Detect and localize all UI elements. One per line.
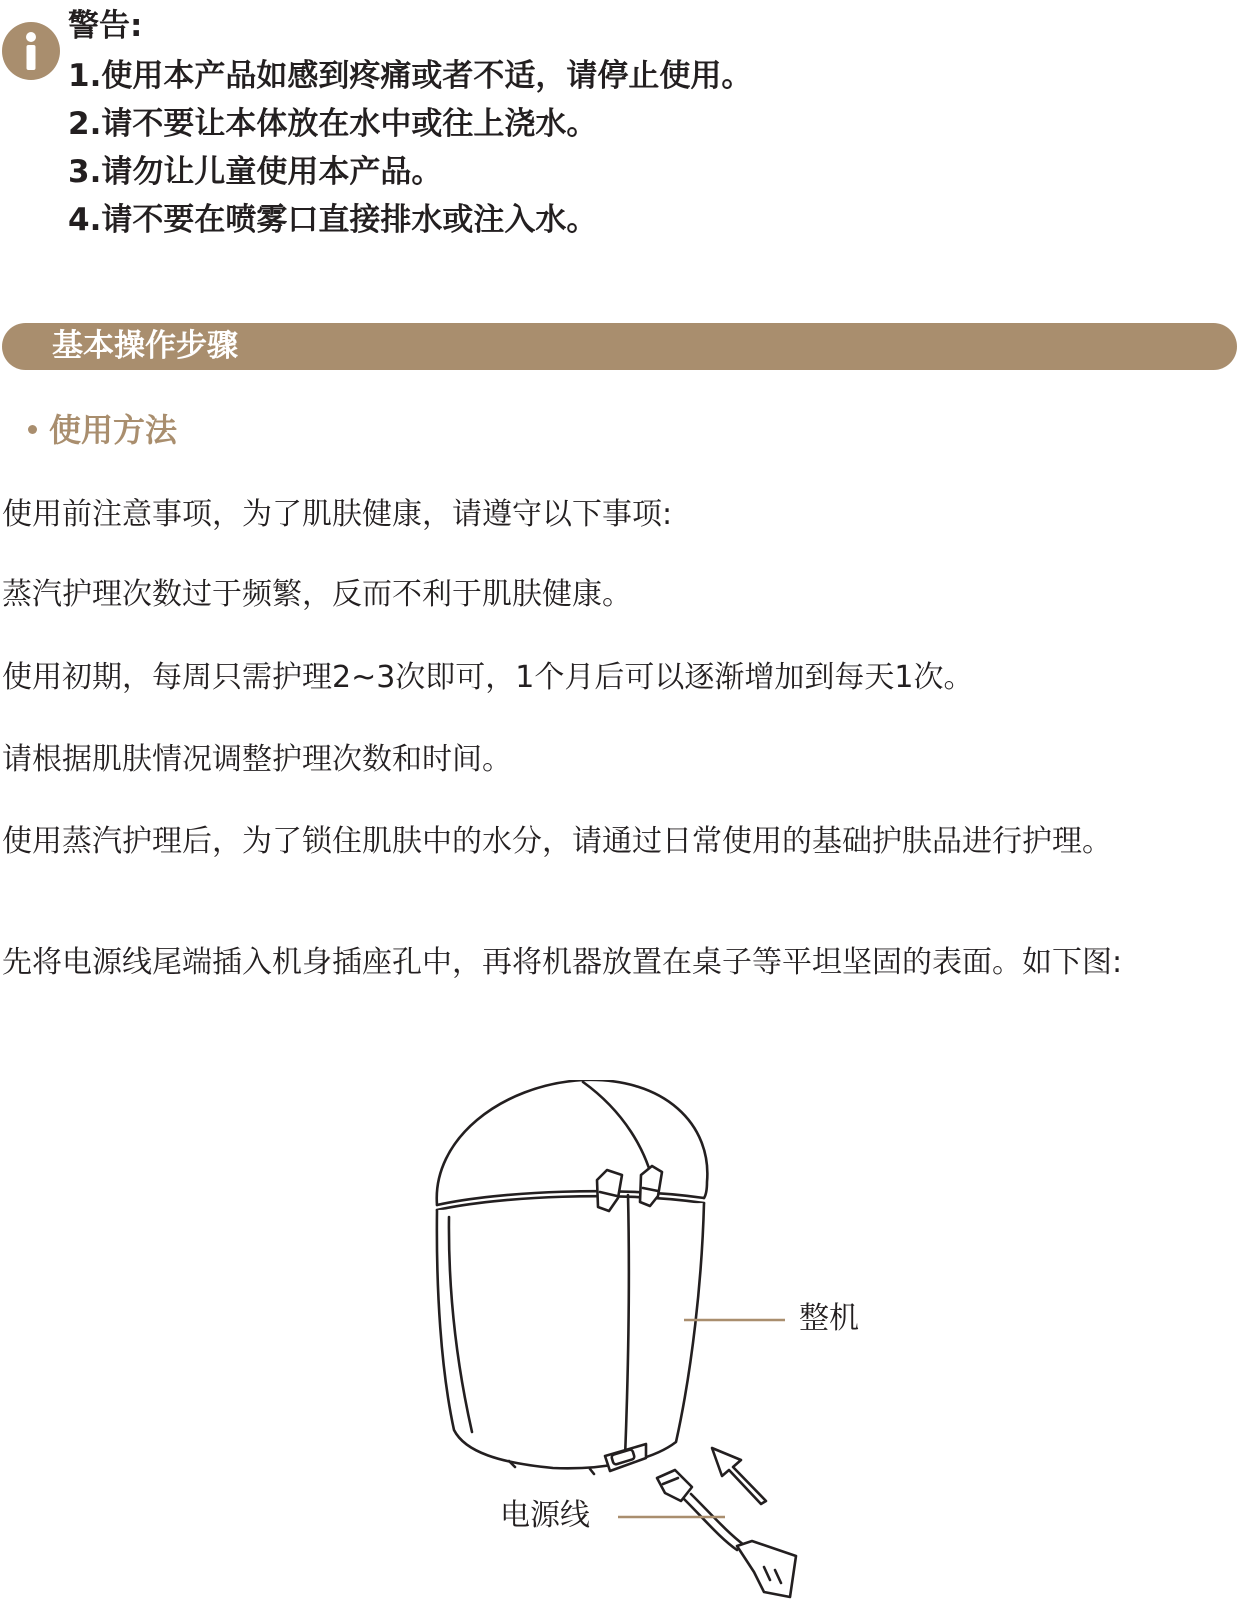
paragraph: 请根据肌肤情况调整护理次数和时间。 xyxy=(2,742,512,777)
paragraph: 使用初期，每周只需护理2~3次即可，1个月后可以逐渐增加到每天1次。 xyxy=(2,660,974,695)
warning-title: 警告: xyxy=(68,8,143,44)
paragraph: 使用蒸汽护理后，为了锁住肌肤中的水分，请通过日常使用的基础护肤品进行护理。 xyxy=(2,824,1112,859)
section-header-bar xyxy=(2,323,1237,370)
paragraph: 先将电源线尾端插入机身插座孔中，再将机器放置在桌子等平坦坚固的表面。如下图: xyxy=(2,945,1123,980)
warning-item: 4.请不要在喷雾口直接排水或注入水。 xyxy=(68,202,598,238)
product-figure xyxy=(0,1080,1241,1613)
subsection-title: 使用方法 xyxy=(49,411,178,449)
warning-item: 3.请勿让儿童使用本产品。 xyxy=(68,154,443,190)
warning-list xyxy=(68,52,752,244)
bullet-dot-icon xyxy=(28,425,37,434)
label-power-cord: 电源线 xyxy=(500,1498,590,1533)
section-title: 基本操作步骤 xyxy=(52,328,238,364)
steamer-illustration xyxy=(0,1080,1241,1613)
warning-item: 1.使用本产品如感到疼痛或者不适，请停止使用。 xyxy=(68,58,753,94)
subsection-heading xyxy=(28,410,177,450)
info-icon xyxy=(2,22,60,80)
paragraph: 使用前注意事项，为了肌肤健康，请遵守以下事项: xyxy=(2,497,673,532)
warning-item: 2.请不要让本体放在水中或往上浇水。 xyxy=(68,106,598,142)
paragraph: 蒸汽护理次数过于频繁，反而不利于肌肤健康。 xyxy=(2,577,632,612)
label-main-unit: 整机 xyxy=(799,1301,859,1336)
